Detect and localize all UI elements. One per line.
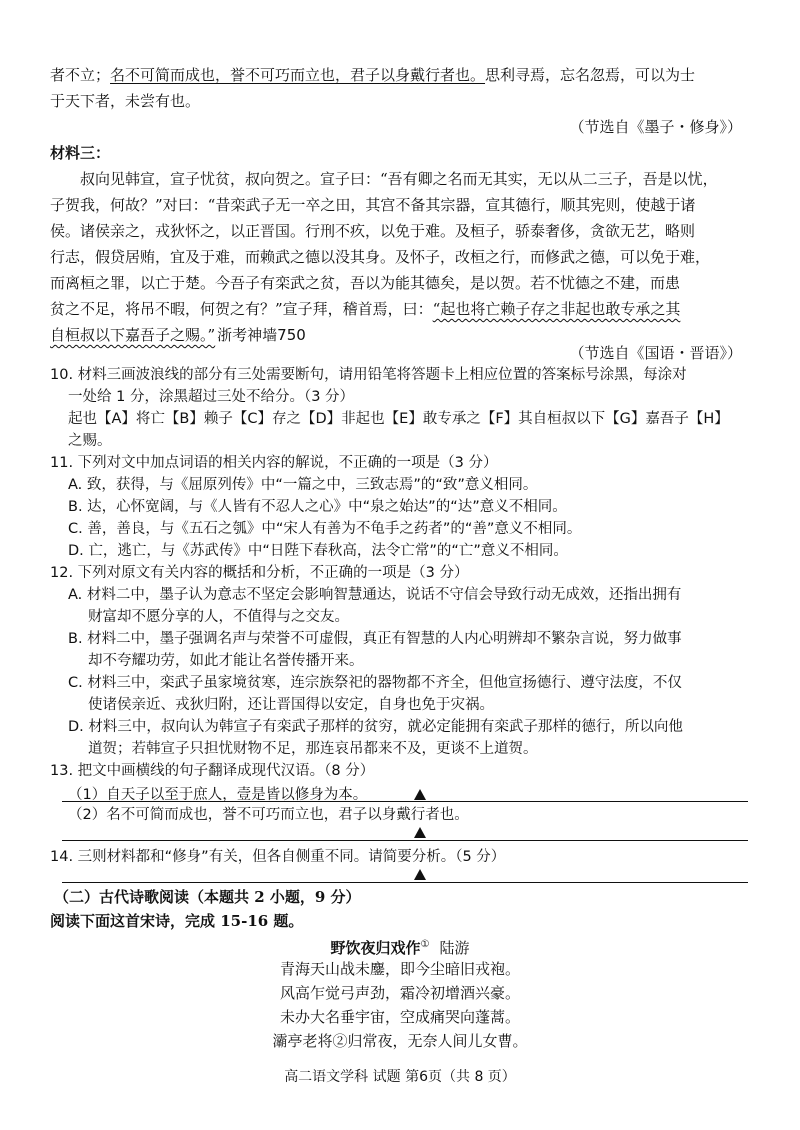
q13-stem: 13. 把文中画横线的句子翻译成现代汉语。（8 分）: [50, 763, 375, 779]
q13-sentence-1: （1）自天子以至于庶人，壹是皆以修身为本。: [68, 787, 368, 803]
mat3-line-6-start: 贫之不足，将吊不暇，何贺之有？”宣子拜，稽首焉，曰：: [50, 300, 433, 318]
q11-option-d: D. 亡，逃亡，与《苏武传》中“日陛下春秋高，法令亡常”的“亡”意义不相同。: [68, 543, 568, 559]
mat3-line-3: 侯。诸侯亲之，戎狄怀之，以正晋国。行刑不疚，以免于难。及桓子，骄泰奢侈，贪欲无艺，略则: [50, 222, 696, 240]
q10-stem-2: 一处给 1 分，涂黑超过三处不给分。（3 分）: [68, 389, 355, 405]
mat3-source: （节选自《国语・晋语》）: [569, 344, 742, 362]
q10-stem-1: 10. 材料三画波浪线的部分有三处需要断句，请用铅笔将答题卡上相应位置的答案标号涂黑，每涂对: [50, 367, 687, 383]
poem-line-3: 未办大名垂宇宙，空成痛哭向蓬蒿。: [279, 1008, 520, 1026]
mat2-source: （节选自《墨子・修身》）: [569, 118, 742, 136]
q11-stem: 11. 下列对文中加点词语的相关内容的解说，不正确的一项是（3 分）: [50, 455, 498, 471]
poem-title-line: [0, 934, 800, 959]
q10-options: 起也【A】将亡【B】赖子【C】存之【D】非起也【E】敢专承之【F】其自桓叔以下【G】嘉吾子【H】: [68, 411, 729, 427]
q11-option-c: C. 善，善良，与《五石之瓠》中“宋人有善为不龟手之药者”的“善”意义不相同。: [68, 521, 582, 537]
mat3-line-1: 叔向见韩宣，宣子忧贫，叔向贺之。宣子曰：“吾有卿之名而无其实，无以从二三子，吾是以忧，: [80, 170, 718, 188]
answer-line-q14[interactable]: [62, 882, 748, 883]
answer-line-q13-1[interactable]: [62, 801, 748, 802]
poetry-section-heading: （二）古代诗歌阅读（本题共 2 小题，9 分）: [54, 888, 361, 906]
poem-line-4: 灞亭老将②归常夜，无奈人间儿女曹。: [272, 1032, 528, 1050]
poem-line-2: 风高乍觉弓声劲，霜冷初增酒兴豪。: [279, 984, 520, 1002]
q14-stem: 14. 三则材料都和“修身”有关，但各自侧重不同。请简要分析。（5 分）: [50, 849, 506, 865]
mat2-underlined-sentence: 名不可简而成也，誉不可巧而立也，君子以身戴行者也。: [110, 66, 486, 84]
mat2-line-2: 于天下者，未尝有也。: [50, 92, 201, 110]
q11-option-b: B. 达，心怀宽阔，与《人皆有不忍人之心》中“泉之始达”的“达”意义不相同。: [68, 499, 567, 515]
q11-option-a: A. 致，获得，与《屈原列传》中“一篇之中，三致志焉”的“致”意义相同。: [68, 477, 538, 493]
poem-author: 陆游: [439, 939, 470, 957]
mat2-line-1: [50, 64, 695, 86]
mat3-line-5: 而离桓之罪，以亡于楚。今吾子有栾武之贫，吾以为能其德矣，是以贺。若不忧德之不建，而患: [50, 274, 681, 292]
mat3-line-4: 行志，假贷居贿，宜及于难，而赖武之德以没其身。及怀子，改桓之行，而修武之德，可以免于难，: [50, 248, 711, 266]
q12-option-c-1: C. 材料三中，栾武子虽家境贫寒，连宗族祭祀的器物都不齐全，但他宣扬德行、遵守法度，不仅: [68, 675, 682, 691]
mat3-line-6: [50, 298, 680, 320]
answer-marker-triangle-icon: [414, 869, 426, 880]
q12-option-a-1: A. 材料二中，墨子认为意志不坚定会影响智慧通达，说话不守信会导致行动无成效，还指出拥有: [68, 587, 682, 603]
q12-option-b-2: 却不夸耀功劳，如此才能让名誉传播开来。: [88, 653, 364, 669]
mat3-wavy-part-1: “起也将亡赖子存之非起也敢专承之其: [432, 300, 681, 318]
answer-marker-triangle-icon: [414, 827, 426, 838]
answer-line-q13-2[interactable]: [62, 840, 748, 841]
poem-line-1: 青海天山战未鏖，即今尘暗旧戎袍。: [279, 960, 520, 978]
q12-option-d-1: D. 材料三中，叔向认为韩宣子有栾武子那样的贫穷，就必定能拥有栾武子那样的德行，所以向他: [68, 719, 683, 735]
mat3-line-2: 子贺我，何故？”对曰：“昔栾武子无一卒之田，其宫不备其宗器，宣其德行，顺其宪则，使越于诸: [50, 196, 696, 214]
watermark-text: 浙考神墙750: [217, 326, 306, 344]
poem-title: 野饮夜归戏作: [330, 939, 421, 957]
mat3-line-7: [50, 324, 306, 346]
mat3-wavy-part-2: 自桓叔以下嘉吾子之赐。”: [50, 326, 216, 344]
q12-option-d-2: 道贺；若韩宣子只担忧财物不足，那连哀吊都来不及，更谈不上道贺。: [88, 741, 538, 757]
q13-sentence-2: （2）名不可简而成也，誉不可巧而立也，君子以身戴行者也。: [68, 807, 469, 823]
answer-marker-triangle-icon: [414, 789, 426, 800]
page-footer: 高二语文学科 试题 第6页（共 8 页）: [284, 1069, 516, 1085]
mat2-line-1-start: 者不立；: [50, 66, 111, 84]
poem-note-mark: ①: [420, 939, 430, 950]
q10-options-end: 之赐。: [68, 433, 112, 449]
mat2-line-1-end: 思利寻焉，忘名忽焉，可以为士: [485, 66, 696, 84]
q12-option-a-2: 财富却不愿分享的人，不值得与之交友。: [88, 609, 349, 625]
mat3-heading: 材料三：: [50, 144, 111, 162]
q12-option-c-2: 使诸侯亲近、戎狄归附，还让晋国得以安定，自身也免于灾祸。: [88, 697, 494, 713]
q12-stem: 12. 下列对原文有关内容的概括和分析，不正确的一项是（3 分）: [50, 565, 469, 581]
poetry-instruction: 阅读下面这首宋诗，完成 15-16 题。: [50, 912, 304, 930]
q12-option-b-1: B. 材料二中，墨子强调名声与荣誉不可虚假，真正有智慧的人内心明辨却不繁杂言说，努力做事: [68, 631, 682, 647]
